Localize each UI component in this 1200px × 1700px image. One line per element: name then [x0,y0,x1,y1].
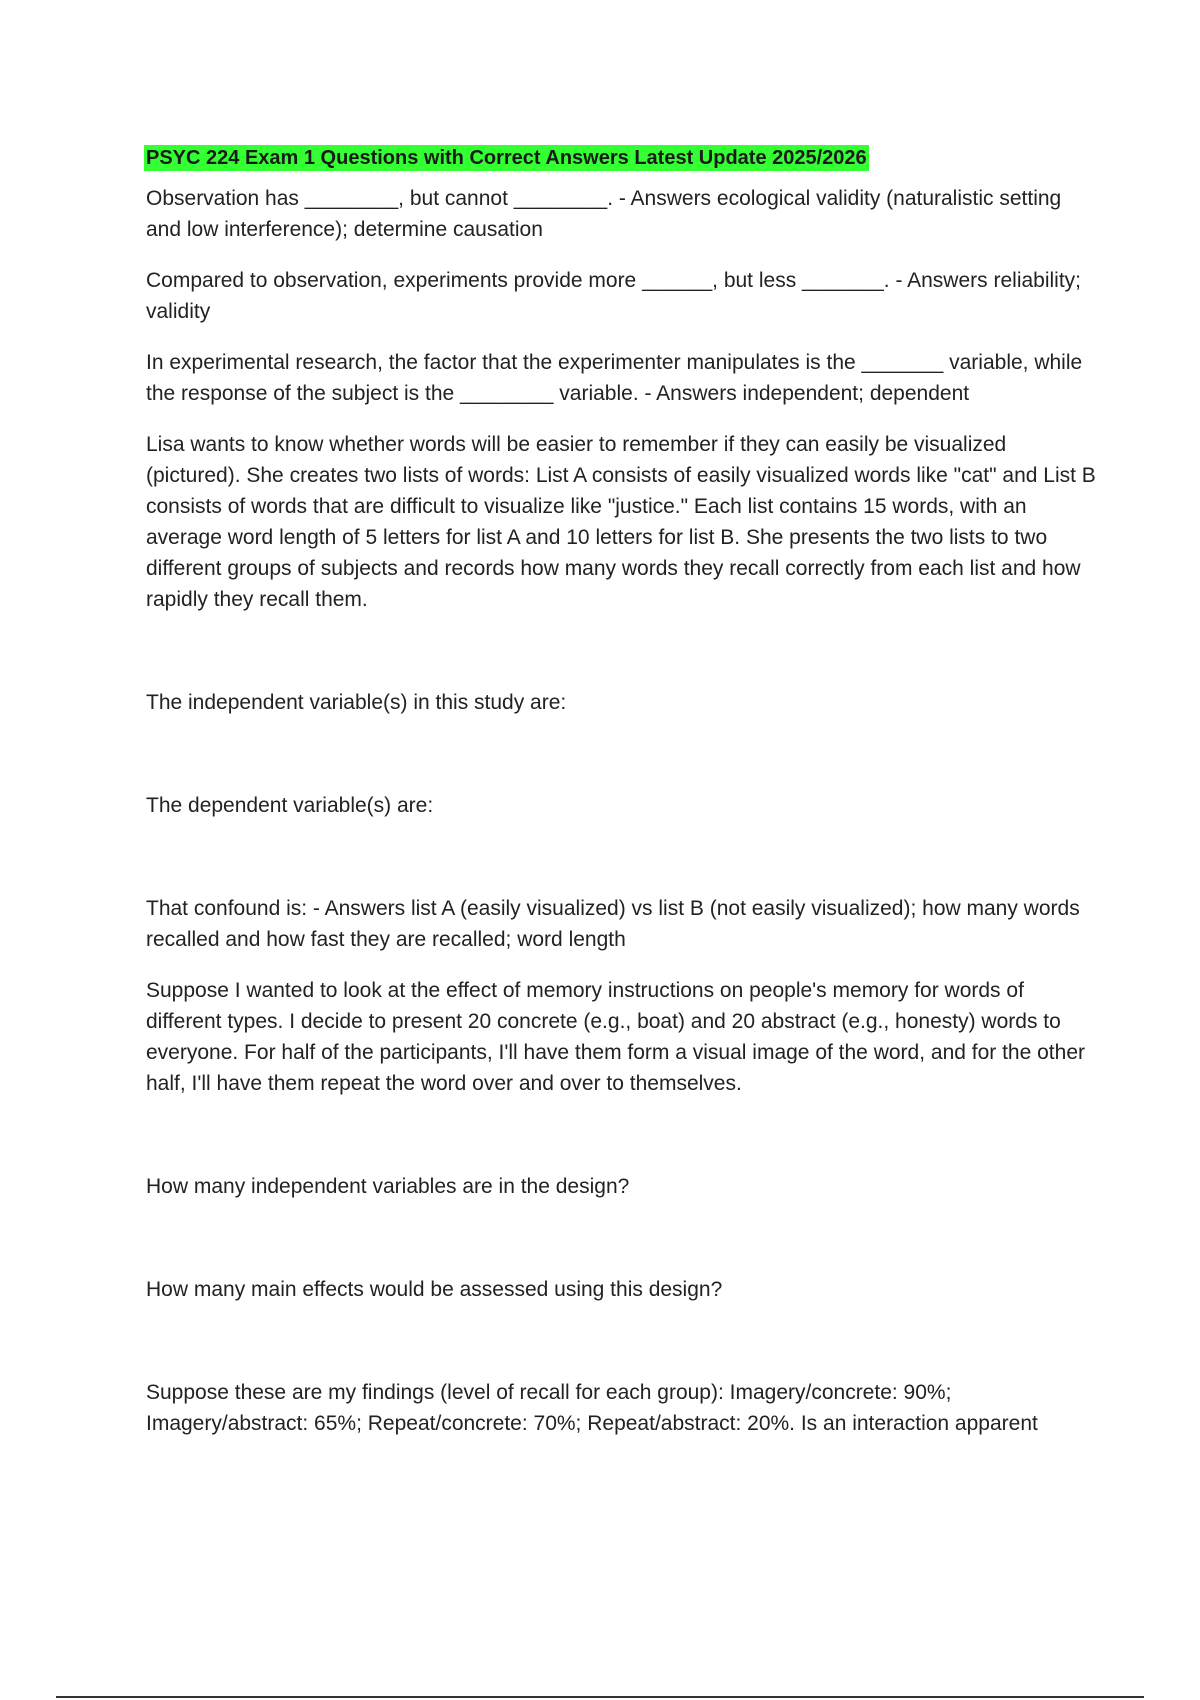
question-main-effects: How many main effects would be assessed using this design? [146,1278,723,1301]
question-memory-scenario: Suppose I wanted to look at the effect of memory instructions on people's memory for words of different types. I decide to present 20 concrete (e.g., boat) and 20 abstract (e.g., honesty) words to everyone. For half of the participants, I'll have them form a visual image of the word, and for the other half, I'll have them repeat the word over and over to themselves. [146,979,1085,1095]
question-confound-answer: That confound is: - Answers list A (easily visualized) vs list B (not easily visualized); how many words recalled and how fast they are recalled; word length [146,897,1080,951]
question-how-many-ivs: How many independent variables are in the design? [146,1175,630,1198]
document-body [146,142,1096,1459]
document-title: PSYC 224 Exam 1 Questions with Correct Answers Latest Update 2025/2026 [146,147,867,169]
page-bottom-divider [56,1696,1144,1698]
question-dependent-variables: The dependent variable(s) are: [146,794,434,817]
question-lisa-scenario: Lisa wants to know whether words will be easier to remember if they can easily be visualized (pictured). She creates two lists of words: List A consists of easily visualized words like "cat" and List B consists of words that are difficult to visualize like "justice." Each list contains 15 words, with an average word length of 5 letters for list A and 10 letters for list B. She presents the two lists to two different groups of subjects and records how many words they recall correctly from each list and how rapidly they recall them. [146,433,1096,611]
question-variables: In experimental research, the factor that the experimenter manipulates is the _______ variable, while the response of the subject is the ________ variable. - Answers independent; dependent [146,351,1083,405]
question-independent-variables: The independent variable(s) in this study are: [146,691,567,714]
question-observation: Observation has ________, but cannot ________. - Answers ecological validity (naturalistic setting and low interference); determine causation [146,187,1062,241]
question-experiments: Compared to observation, experiments provide more ______, but less _______. - Answers reliability; validity [146,269,1082,323]
question-interaction: Suppose these are my findings (level of recall for each group): Imagery/concrete: 90%; Imagery/abstract: 65%; Repeat/concrete: 70%; Repeat/abstract: 20%. Is an interaction apparent [146,1381,1038,1435]
